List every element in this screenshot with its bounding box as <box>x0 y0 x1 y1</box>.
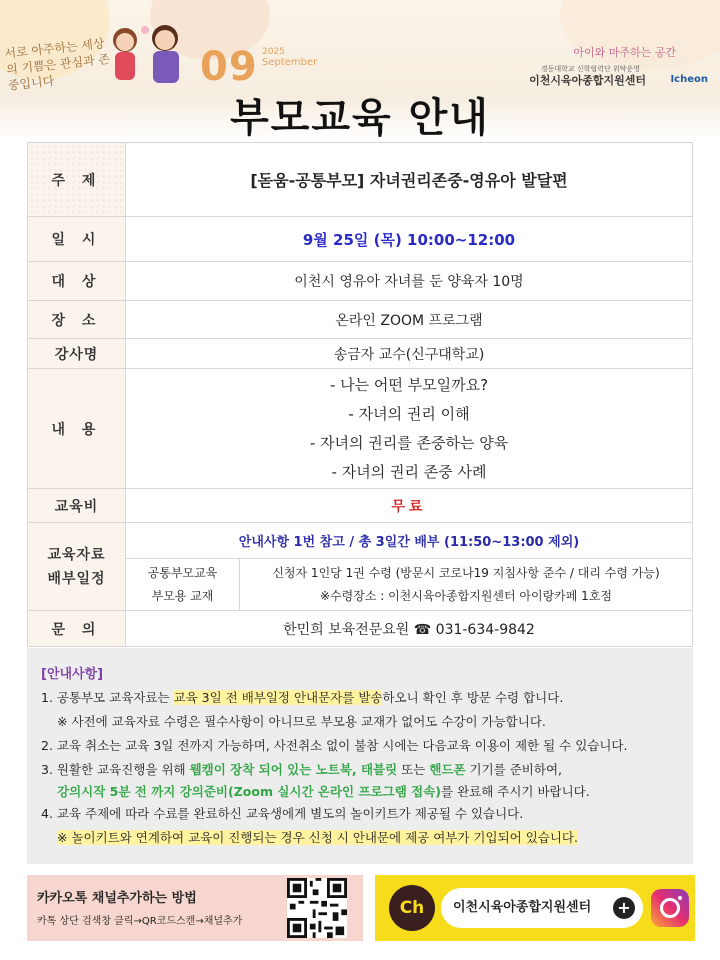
fee-label: 교육비 <box>28 489 126 523</box>
subject-label: 주 제 <box>28 143 126 217</box>
content-label: 내 용 <box>28 369 126 489</box>
material-desc-line: 신청자 1인당 1권 수령 (방문시 코로나19 지침사항 준수 / 대리 수령 가능) <box>272 565 660 580</box>
header-banner <box>0 0 720 140</box>
month-english: September <box>262 57 318 68</box>
notice-line-2: 2. 교육 취소는 교육 3일 전까지 가능하며, 사전취소 없이 불참 시에는 다음교육 이용이 제한 될 수 있습니다. <box>41 738 628 753</box>
slogan-text: 서로 아주하는 세상의 기쁨은 관심과 존중입니다 <box>3 36 111 93</box>
channel-name-pill[interactable] <box>441 888 643 928</box>
notice-text: 하오니 확인 후 방문 수령 합니다. <box>382 690 564 705</box>
logo-operator-text: 경동대학교 신학협력단 위탁운영 <box>540 65 640 73</box>
content-item: - 자녀의 권리 이해 <box>348 404 470 423</box>
notice-highlight: 웹캠이 장착 되어 있는 노트북, 태블릿 <box>189 762 398 777</box>
notice-line-3-cont <box>41 782 679 802</box>
notice-text: 를 완료해 주시기 바랍니다. <box>441 784 590 799</box>
qr-code-icon[interactable] <box>287 878 347 938</box>
notice-text: 또는 <box>397 762 430 777</box>
kakao-guide-box <box>27 875 363 941</box>
table-row <box>28 262 693 301</box>
year-text: 2025 <box>262 47 285 57</box>
channel-name: 이천시육아종합지원센터 <box>453 900 592 915</box>
kakao-guide-title: 카카오톡 채널추가하는 방법 <box>37 891 197 906</box>
table-row <box>28 339 693 369</box>
fee-value: 무료 <box>126 489 693 523</box>
content-item: - 자녀의 권리를 존중하는 양육 <box>309 433 509 452</box>
material-label <box>28 523 126 611</box>
table-row <box>28 611 693 647</box>
page-title: 부모교육 안내 <box>230 95 490 140</box>
material-type-line: 부모용 교재 <box>151 588 214 603</box>
material-note: 안내사항 1번 참고 / 총 3일간 배부 (11:50~13:00 제외) <box>126 523 693 559</box>
notice-title: [안내사항] <box>41 667 104 682</box>
table-row <box>28 523 693 559</box>
notice-highlight: 핸드폰 <box>429 762 466 777</box>
target-label: 대 상 <box>28 262 126 301</box>
notice-line-3 <box>41 758 679 782</box>
target-value: 이천시 영유아 자녀를 둔 양육자 10명 <box>126 262 693 301</box>
notice-line-4: 4. 교육 주제에 따라 수료를 완료하신 교육생에게 별도의 놀이키트가 제공될 수 있습니다. <box>41 806 524 821</box>
month-number: 09 <box>200 44 258 90</box>
notice-box <box>27 648 693 864</box>
notice-text: 기기를 준비하여, <box>465 762 563 777</box>
center-logo-name: 이천시육아종합지원센터 <box>529 74 646 87</box>
content-item: - 자녀의 권리 존중 사례 <box>331 462 487 481</box>
kakao-guide-desc: 카톡 상단 검색창 클릭→QR코드스캔→채널추가 <box>37 916 243 927</box>
notice-line-1 <box>41 686 679 710</box>
notice-line-4-note <box>41 826 679 850</box>
material-description <box>240 559 693 611</box>
kakao-channel-banner[interactable] <box>375 875 695 941</box>
kakao-channel-icon: Ch <box>389 885 435 931</box>
notice-line-1-note: ※ 사전에 교육자료 수령은 필수사항이 아니므로 부모용 교재가 없어도 수강이 가능합니다. <box>57 714 546 729</box>
material-desc-line: ※수령장소 : 이천시육아종합지원센터 아이랑카페 1호점 <box>319 588 613 603</box>
material-type-line: 공통부모교육 <box>147 565 218 580</box>
content-item: - 나는 어떤 부모일까요? <box>329 375 489 394</box>
table-row <box>28 217 693 262</box>
instagram-ring <box>660 898 680 918</box>
notice-text: 3. 원활한 교육진행을 위해 <box>41 762 190 777</box>
date-label: 일 시 <box>28 217 126 262</box>
notice-highlight: ※ 놀이키트와 연계하여 교육이 진행되는 경우 신청 시 안내문에 제공 여부가 기입되어 있습니다. <box>57 830 578 845</box>
place-value: 온라인 ZOOM 프로그램 <box>126 301 693 339</box>
add-channel-icon[interactable]: + <box>613 897 635 919</box>
date-value: 9월 25일 (목) 10:00~12:00 <box>126 217 693 262</box>
logo-tagline: 아이와 마주하는 공간 <box>573 46 676 59</box>
table-row <box>28 143 693 217</box>
contact-value: 한민희 보육전문요원 ☎ 031-634-9842 <box>126 611 693 647</box>
table-row <box>28 369 693 489</box>
subject-value: [돋움-공통부모] 자녀권리존중-영유아 발달편 <box>126 143 693 217</box>
education-info-table <box>27 142 693 647</box>
notice-highlight: 강의시작 5분 전 까지 강의준비(Zoom 실시간 온라인 프로그램 접속) <box>57 784 442 799</box>
place-label: 장 소 <box>28 301 126 339</box>
table-row <box>28 489 693 523</box>
table-row <box>28 301 693 339</box>
icheon-logo: Icheon <box>670 74 708 85</box>
material-type <box>126 559 240 611</box>
notice-text: 1. 공통부모 교육자료는 <box>41 690 174 705</box>
notice-highlight: 교육 3일 전 배부일정 안내문자를 발송 <box>173 690 383 705</box>
instagram-dot <box>678 896 682 900</box>
instagram-icon[interactable] <box>651 889 689 927</box>
table-row <box>28 559 693 611</box>
lecturer-label: 강사명 <box>28 339 126 369</box>
contact-label: 문 의 <box>28 611 126 647</box>
material-label-line: 배부일정 <box>47 570 106 587</box>
material-label-line: 교육자료 <box>47 546 106 563</box>
content-list <box>126 369 693 489</box>
lecturer-value: 송금자 교수(신구대학교) <box>126 339 693 369</box>
